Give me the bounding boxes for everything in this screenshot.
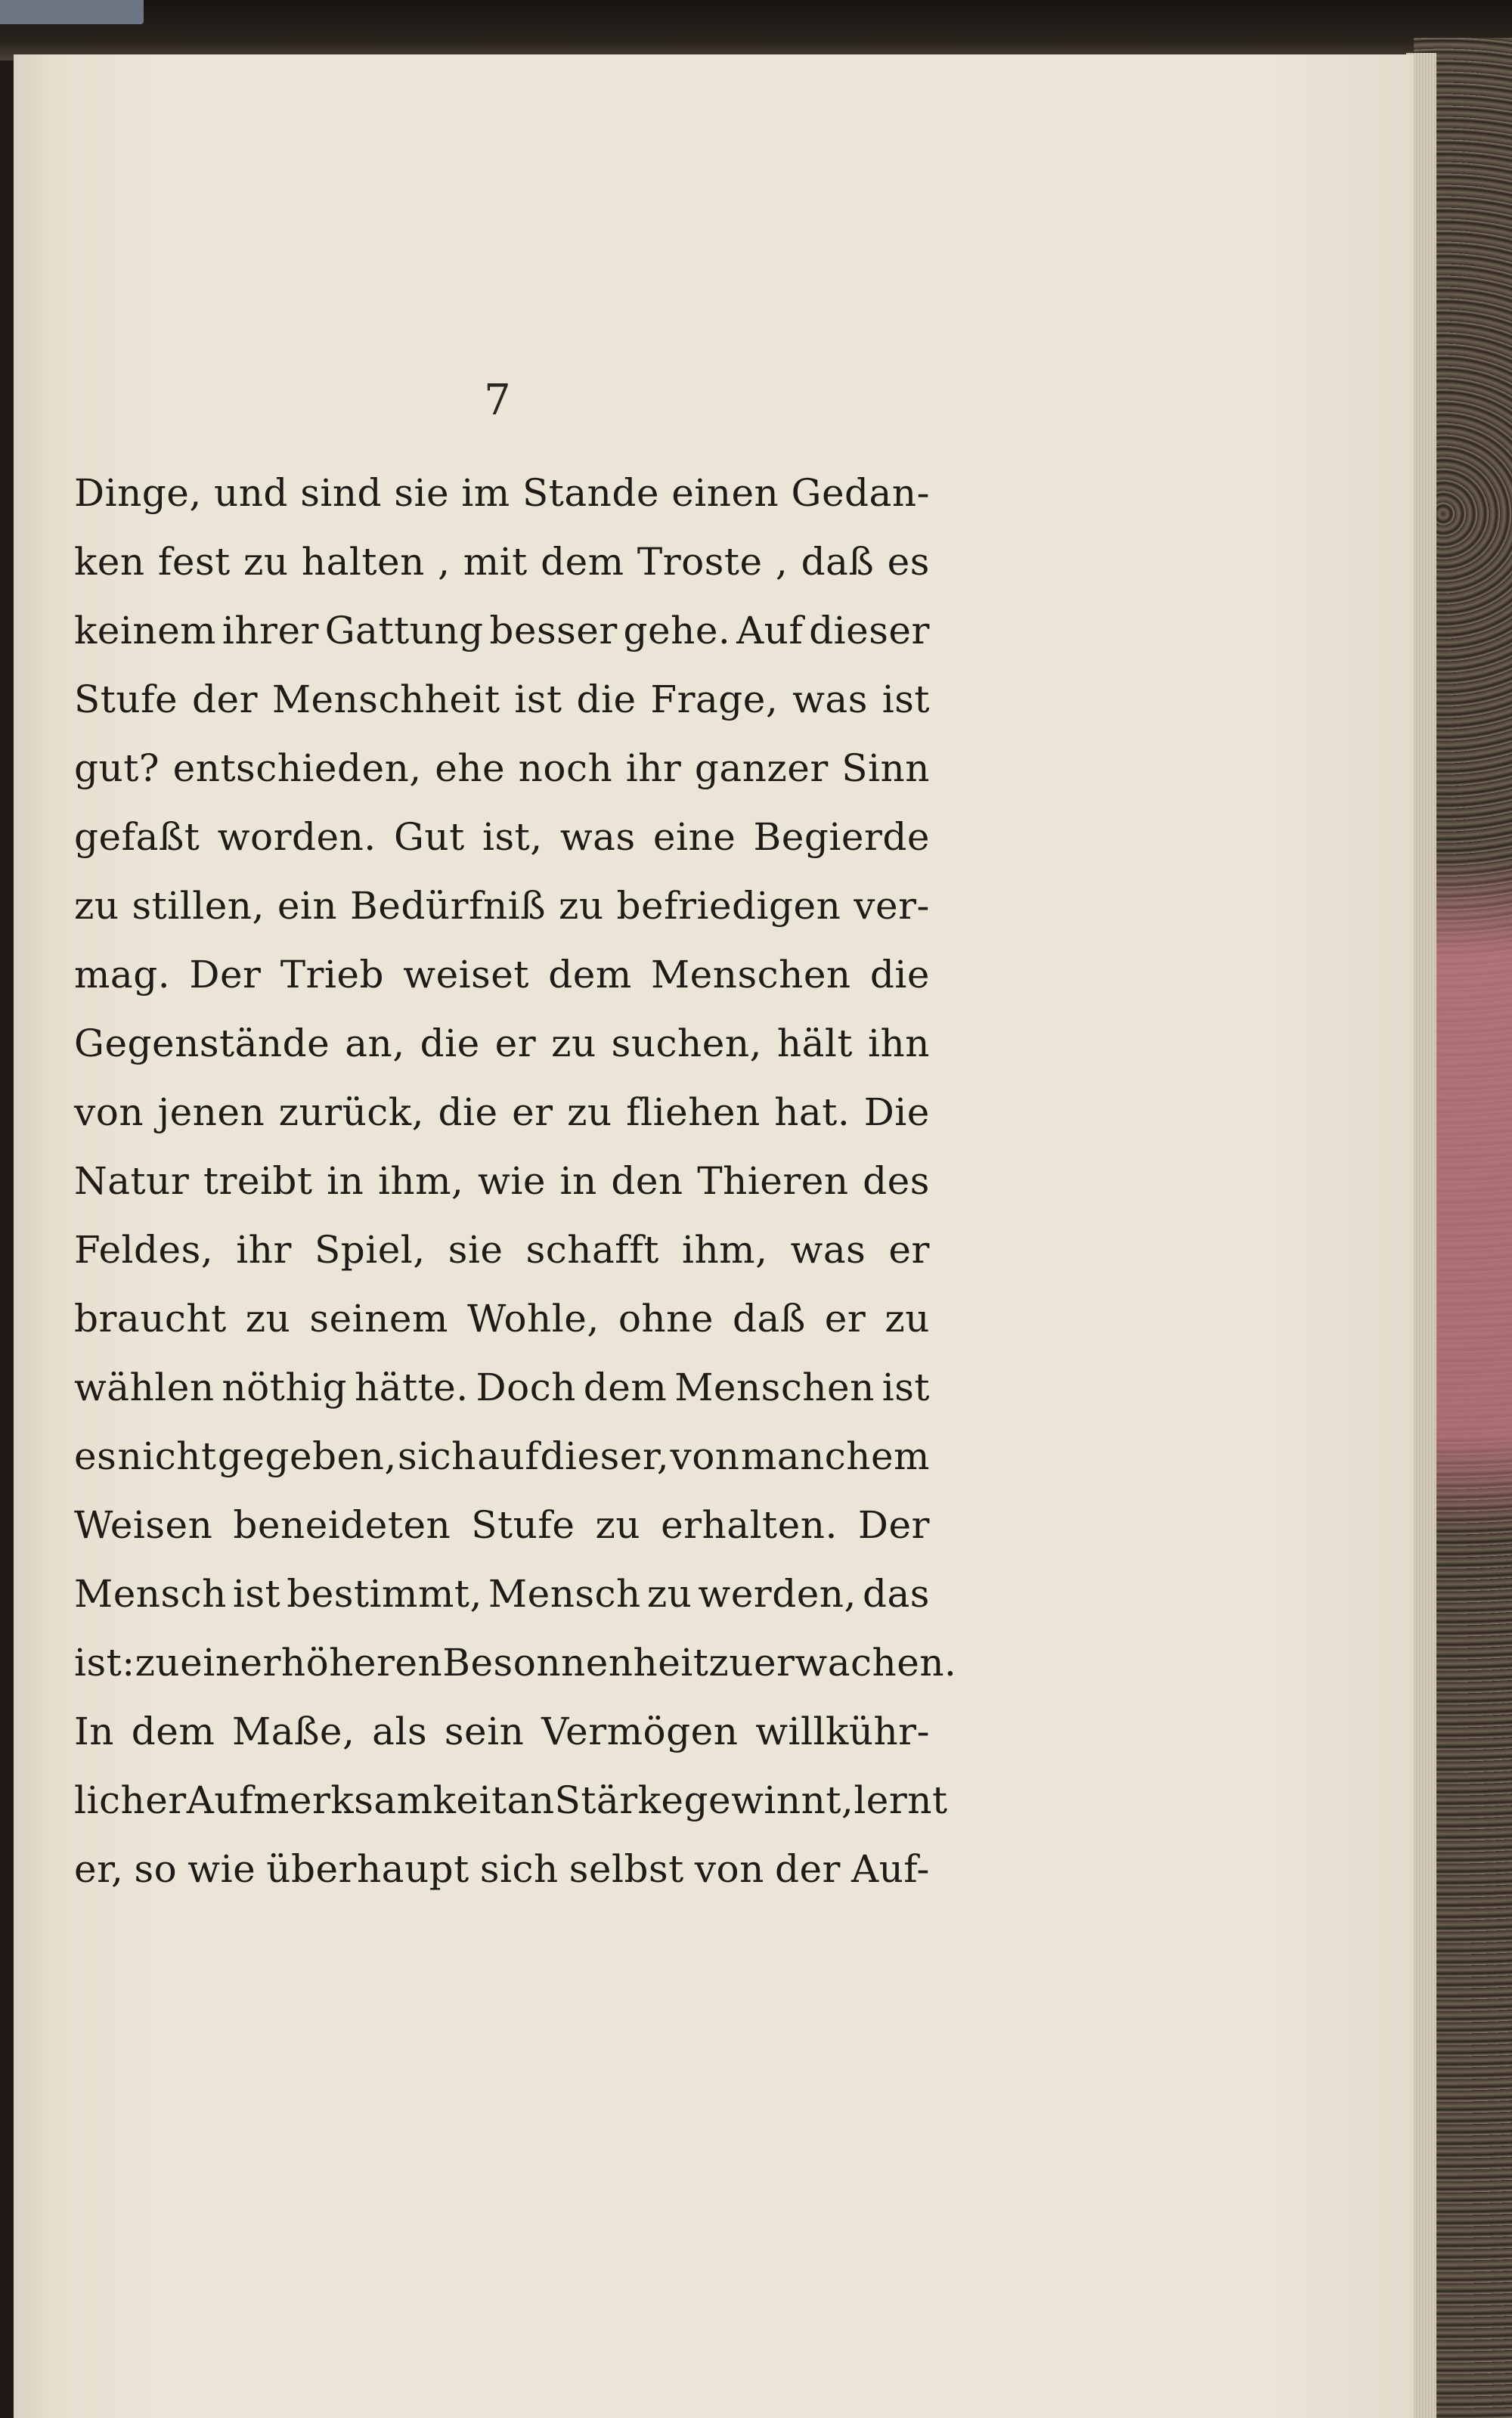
word: den [611,1159,683,1203]
word: noch [518,746,613,790]
word: keinem [74,609,217,653]
word: Spiel, [314,1228,426,1272]
word: als [372,1710,428,1753]
word: ein [277,884,338,928]
word: dem [583,1366,668,1409]
text-line [74,1835,930,1904]
word: auf [477,1434,540,1478]
word: nicht [117,1434,217,1478]
word: Mensch [488,1572,641,1616]
word: fliehen [626,1090,761,1134]
text-line [74,1629,957,1697]
word: wie [187,1847,256,1891]
word: sie [448,1228,503,1272]
word: Trieb [280,953,385,997]
word: Besonnenheit [442,1641,709,1685]
word: werden, [698,1572,857,1616]
word: Gut [393,815,465,859]
word: bestimmt, [287,1572,482,1616]
word: stillen, [132,884,265,928]
word: lernt [854,1778,948,1822]
word: ist [881,677,930,721]
word: zu [245,1297,291,1341]
word: es [887,540,930,584]
word: Gattung [324,609,484,653]
word: der [191,677,258,721]
word: Stufe [74,677,178,721]
text-line [74,1491,930,1560]
word: zu [74,884,119,928]
word: Der [857,1503,930,1547]
word: zu [551,1021,596,1065]
text-line [74,1078,930,1147]
word: ihr [625,746,682,790]
word: schafft [525,1228,659,1272]
word: , [775,540,789,584]
word: Dinge, [74,471,202,515]
word: Stärke [554,1778,684,1822]
text-line [74,1285,930,1353]
word: Sinn [841,746,930,790]
word: die [576,677,637,721]
word: zu [567,1090,612,1134]
word: zu [595,1503,641,1547]
word: ihn [868,1021,930,1065]
word: Auf [736,609,804,653]
word: Natur [74,1159,190,1203]
word: im [461,471,510,515]
word: Der [189,953,262,997]
text-line [74,803,930,872]
word: was [790,1228,866,1272]
word: Vermögen [541,1710,739,1753]
word: hat. [774,1090,850,1134]
body-text [74,459,957,1904]
word: Maße, [232,1710,355,1753]
text-line [74,1560,930,1629]
word: Aufmerksamkeit [186,1778,507,1822]
text-line [74,872,930,941]
word: beneideten [233,1503,451,1547]
word: eine [652,815,736,859]
word: ist [514,677,562,721]
word: Doch [476,1366,576,1409]
word: so [134,1847,178,1891]
word: erhalten. [661,1503,838,1547]
text-line [74,1009,930,1078]
paper-page [14,54,1414,2418]
word: gehe. [623,609,731,653]
word: er [494,1021,537,1065]
word: weiset [403,953,529,997]
word: Die [863,1090,930,1134]
word: Menschen [674,1366,875,1409]
word: und [214,471,288,515]
word: halten [301,540,425,584]
word: sich [479,1847,559,1891]
word: ihrer [222,609,319,653]
word: gegeben, [217,1434,397,1478]
word: Troste [637,540,763,584]
word: Gegenstände [74,1021,330,1065]
word: zurück, [278,1090,424,1134]
word: dem [131,1710,215,1753]
word: ihm, [377,1159,464,1203]
word: ehe [435,746,506,790]
word: in [327,1159,364,1203]
word: sich [398,1434,476,1478]
text-line [74,1697,930,1766]
word: seinem [309,1297,448,1341]
word: Auf- [851,1847,930,1891]
word: Gedan- [791,471,930,515]
word: worden. [217,815,376,859]
word: dieser, [540,1434,670,1478]
word: wählen [74,1366,215,1409]
word: daß [733,1297,806,1341]
word: er [824,1297,866,1341]
word: jenen [157,1090,265,1134]
word: von [670,1434,740,1478]
word: zu [559,884,604,928]
word: Frage, [650,677,779,721]
text-line [74,1353,930,1422]
text-line [74,665,930,734]
text-line [74,528,930,597]
word: ist [881,1366,930,1409]
text-line [74,459,930,528]
word: an, [345,1021,405,1065]
word: an [507,1778,555,1822]
word: Menschheit [271,677,500,721]
word: sie [394,471,450,515]
word: gut? [74,746,160,790]
word: ist [232,1572,281,1616]
word: zu [243,540,289,584]
word: ist, [482,815,543,859]
word: In [74,1710,114,1753]
word: die [438,1090,498,1134]
text-line [74,1422,930,1491]
word: die [420,1021,480,1065]
word: entschieden, [172,746,422,790]
text-line [74,1216,930,1285]
word: zu [646,1572,692,1616]
word: höheren [280,1641,443,1685]
word: ist: [74,1641,135,1685]
color-calibration-tab [0,0,144,24]
word: zu [708,1641,754,1685]
word: daß [801,540,875,584]
text-line [74,734,930,803]
word: Wohle, [466,1297,600,1341]
word: erwachen. [753,1641,957,1685]
word: mit [463,540,528,584]
word: Stande [522,471,659,515]
word: er [888,1228,930,1272]
word: dem [541,540,624,584]
word: Menschen [650,953,851,997]
word: ken [74,540,145,584]
word: der [774,1847,841,1891]
word: selbst [569,1847,684,1891]
word: hält [776,1021,854,1065]
page-number: 7 [484,376,511,425]
word: befriedigen [616,884,841,928]
cover-discoloration [1433,854,1512,1535]
word: fest [157,540,231,584]
word: Mensch [74,1572,227,1616]
word: ganzer [694,746,829,790]
text-line [74,1766,948,1835]
word: in [559,1159,597,1203]
word: von [694,1847,764,1891]
word: die [869,953,930,997]
word: was [792,677,868,721]
word: zu [885,1297,930,1341]
word: wie [478,1159,546,1203]
word: Thieren [697,1159,849,1203]
word: einer [180,1641,281,1685]
word: zu [135,1641,181,1685]
word: , [438,540,451,584]
word: mag. [74,953,171,997]
word: gewinnt, [683,1778,854,1822]
word: licher [74,1778,187,1822]
word: suchen, [611,1021,762,1065]
word: sein [444,1710,525,1753]
word: Begierde [753,815,930,859]
word: Weisen [74,1503,213,1547]
word: von [74,1090,144,1134]
word: ihm, [681,1228,768,1272]
word: überhaupt [266,1847,469,1891]
word: das [862,1572,930,1616]
word: braucht [74,1297,227,1341]
word: er, [74,1847,124,1891]
scan-background-top [0,0,1512,60]
word: willkühr- [755,1710,930,1753]
text-line [74,1147,930,1216]
word: es [74,1434,117,1478]
word: dem [548,953,632,997]
word: Feldes, [74,1228,214,1272]
word: Bedürfniß [350,884,547,928]
word: nöthig [222,1366,348,1409]
word: treibt [203,1159,313,1203]
word: des [863,1159,930,1203]
word: ver- [854,884,930,928]
word: ohne [618,1297,714,1341]
word: was [559,815,636,859]
text-line [74,597,930,665]
word: sind [300,471,383,515]
word: manchem [740,1434,930,1478]
word: ihr [236,1228,292,1272]
word: Stufe [471,1503,575,1547]
word: er [512,1090,553,1134]
text-line [74,941,930,1009]
word: gefaßt [74,815,200,859]
word: dieser [809,609,930,653]
word: einen [671,471,779,515]
word: besser [489,609,618,653]
word: hätte. [354,1366,469,1409]
